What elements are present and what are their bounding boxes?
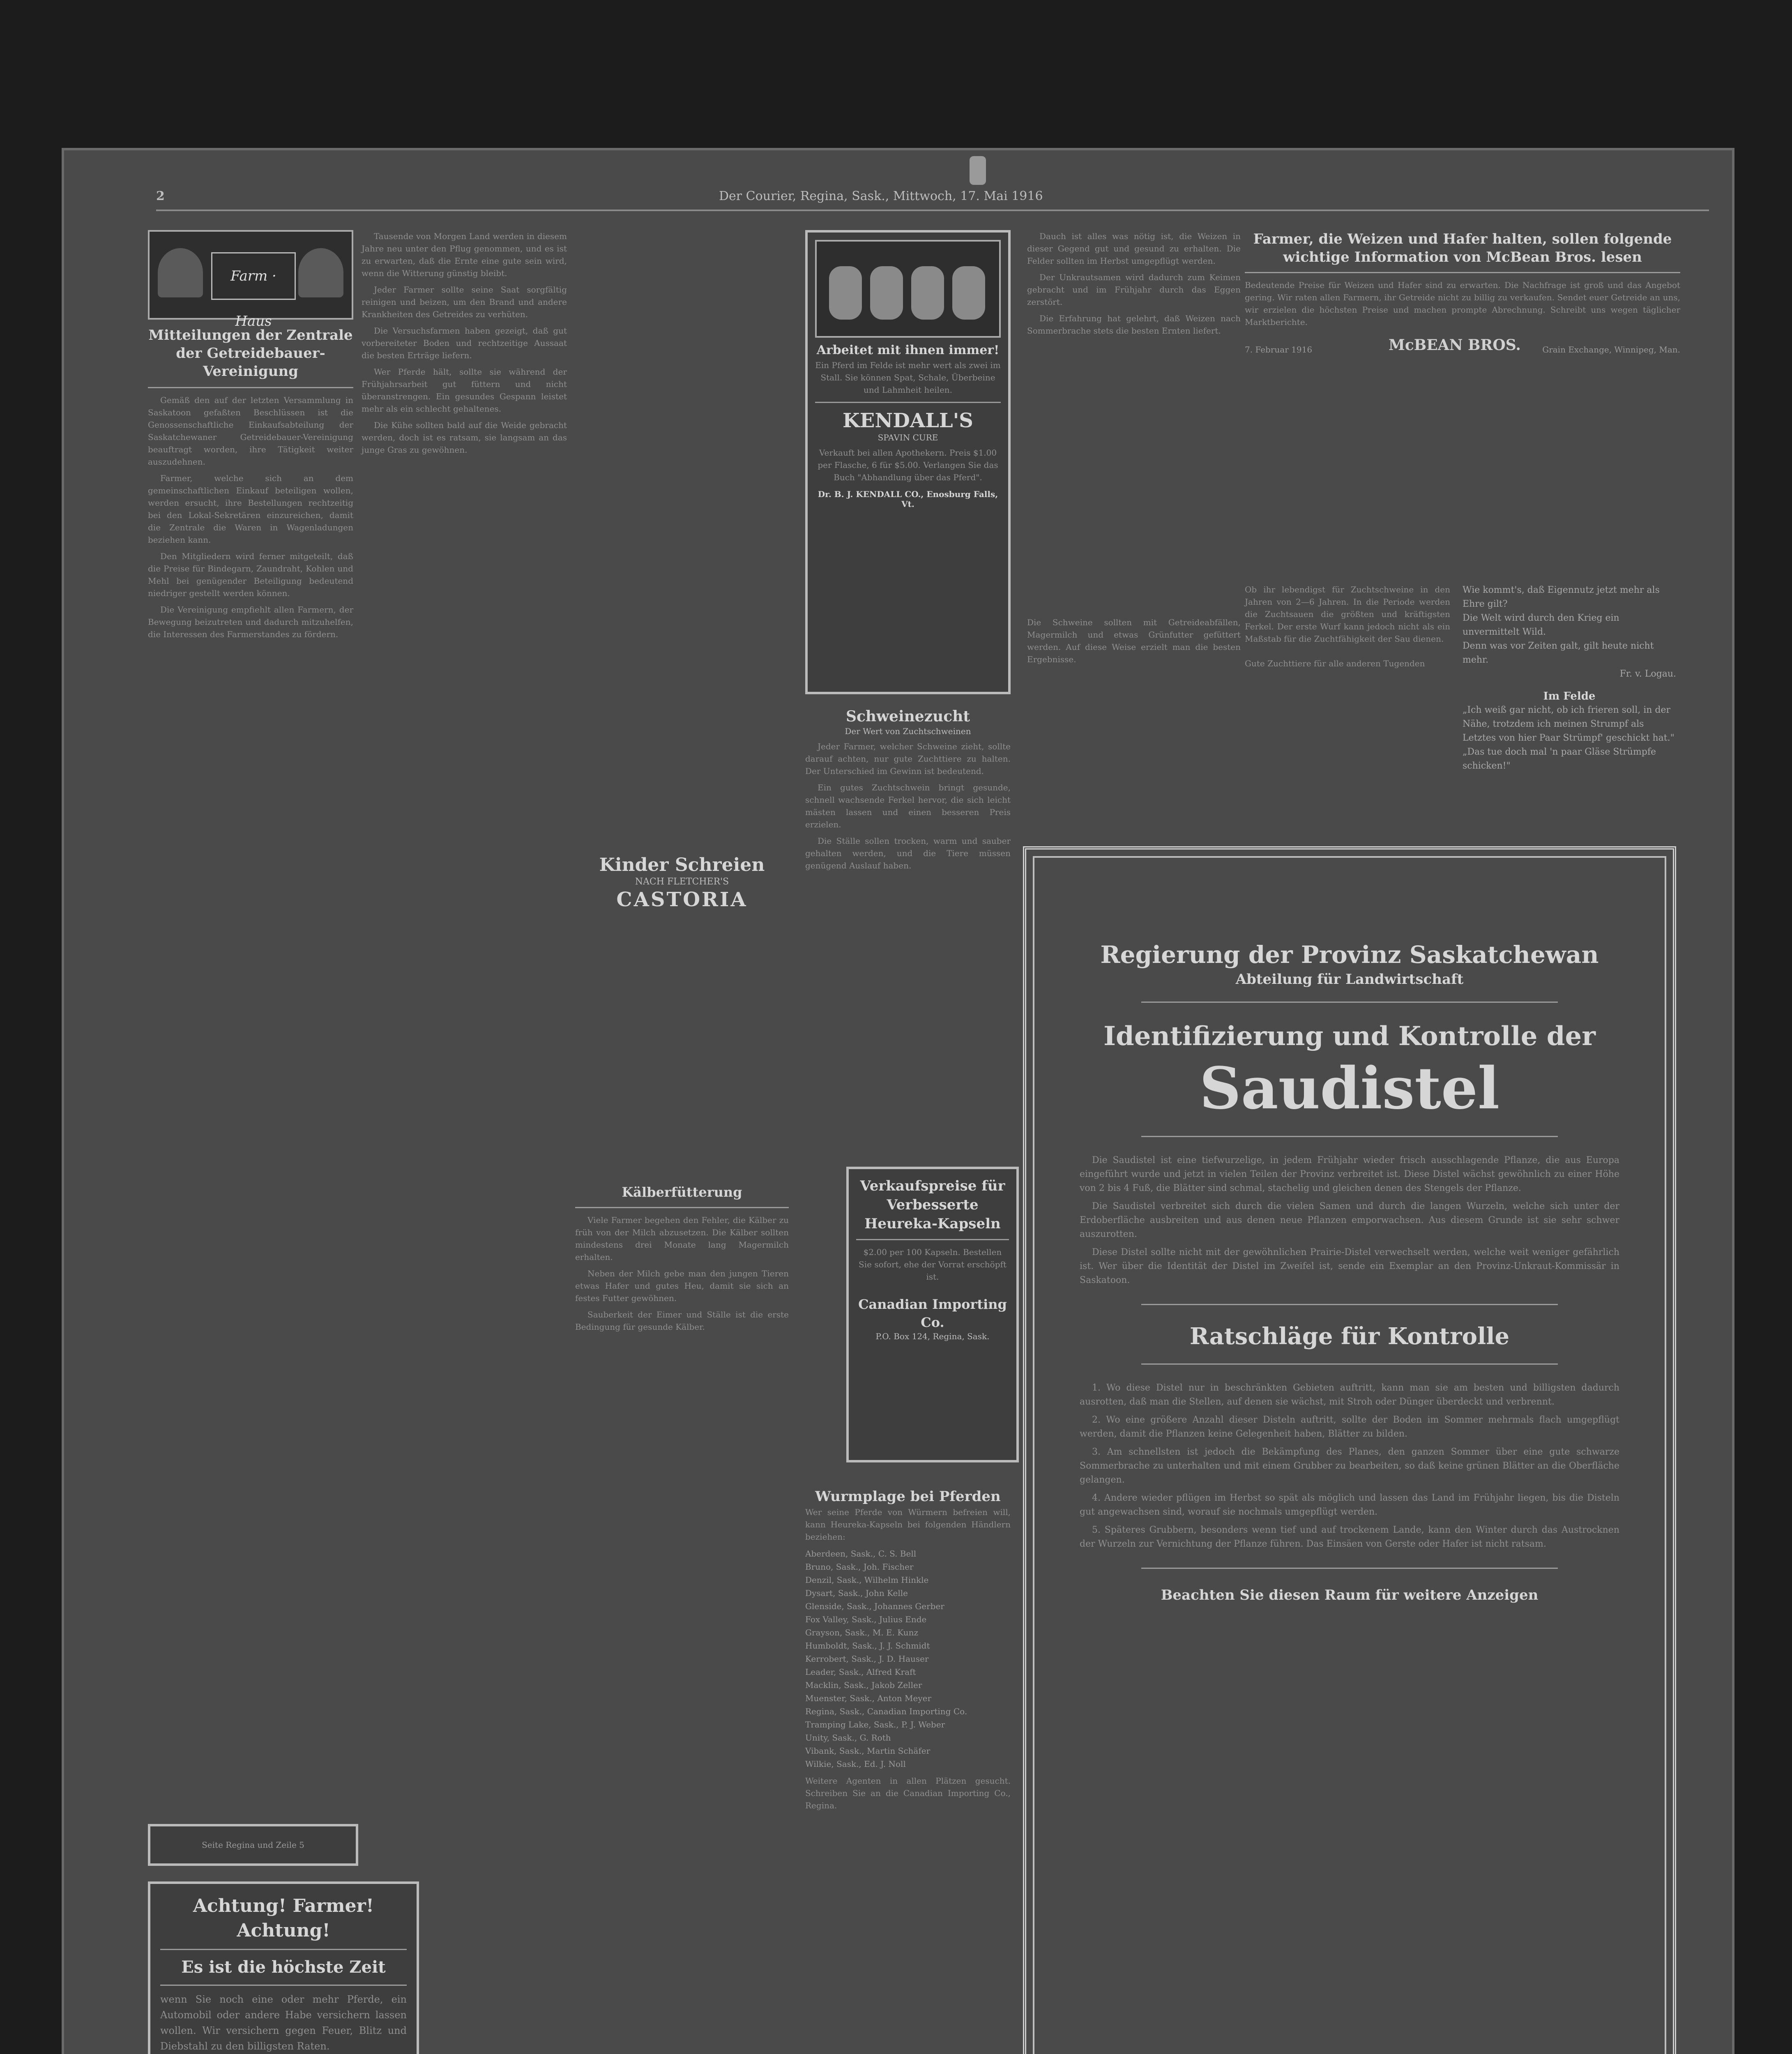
worm-footer: Weitere Agenten in allen Plätzen gesucht. Schreiben Sie an die Canadian Importing Co., Regina. <box>805 1776 1011 1810</box>
gov-footer: Beachten Sie diesen Raum für weitere Anzeigen <box>1161 1587 1539 1603</box>
divider <box>160 1949 407 1950</box>
horse-icon <box>870 266 903 320</box>
list-item: 5. Späteres Grubbern, besonders wenn tief und auf trockenem Lande, kann den Winter durch das Austrocknen der Wurzeln zur Vernichtung der Pflanze führen. Das Einsäen von Gerste oder Hafer ist nicht ratsam. <box>1080 1525 1619 1549</box>
column-2 <box>362 230 567 460</box>
column-2b <box>575 937 789 1337</box>
paragraph: Jeder Farmer sollte seine Saat sorgfältig reinigen und beizen, um den Brand und andere Krankheiten des Getreides zu verhüten. <box>362 285 567 319</box>
capsule-text: $2.00 per 100 Kapseln. Bestellen Sie sofort, ehe der Vorrat erschöpft ist. <box>859 1247 1007 1282</box>
paragraph: Gemäß den auf der letzten Versammlung in Saskatoon gefaßten Beschlüssen ist die Genossenschaftliche Einkaufsabteilung der Saskatchewaner Getreidebauer-Vereinigung beauftragt worden, ihre Tätigkeit weiter auszudehnen. <box>148 395 353 467</box>
tree-illustration-left <box>158 248 203 297</box>
paragraph: Die Saudistel verbreitet sich durch die vielen Samen und durch die langen Wurzeln, welche sich unter der Erdoberfläche ausbreiten und aus denen neue Pflanzen emporwachsen. Aus diesem Grunde ist sie sehr schwer auszurotten. <box>1080 1201 1619 1239</box>
paragraph: Die Versuchsfarmen haben gezeigt, daß gut vorbereiteter Boden und rechtzeitige Aussaat die besten Erträge liefern. <box>362 326 567 360</box>
list-item: Macklin, Sask., Jakob Zeller <box>805 1680 922 1690</box>
paragraph: Dauch ist alles was nötig ist, die Weizen in dieser Gegend gut und gesund zu erhalten. Die Felder sollten im Herbst umgepflügt werden. <box>1027 231 1241 266</box>
list-item: Grayson, Sask., M. E. Kunz <box>805 1628 919 1637</box>
gov-control-heading: Ratschläge für Kontrolle <box>1189 1323 1510 1350</box>
paragraph: Die Ställe sollen trocken, warm und sauber gehalten werden, und die Tiere müssen genügend Auslauf haben. <box>805 836 1011 870</box>
list-item: Muenster, Sask., Anton Meyer <box>805 1693 932 1703</box>
gov-body <box>1080 1154 1619 1287</box>
castoria-line-1: Kinder Schreien <box>599 854 765 875</box>
capsule-address: P.O. Box 124, Regina, Sask. <box>875 1331 990 1341</box>
kendall-ad <box>805 230 1011 694</box>
list-item: Fox Valley, Sask., Julius Ende <box>805 1614 927 1624</box>
paragraph: Sauberkeit der Eimer und Ställe ist die erste Bedingung für gesunde Kälber. <box>575 1310 789 1332</box>
capsule-company: Canadian Importing Co. <box>858 1296 1007 1330</box>
list-item: Kerrobert, Sask., J. D. Hauser <box>805 1654 929 1664</box>
divider <box>1141 1568 1558 1569</box>
castoria-line-3: CASTORIA <box>616 888 748 911</box>
divider <box>1141 1363 1558 1365</box>
horse-caption: Arbeitet mit ihnen immer! <box>816 343 1000 357</box>
paragraph: Ein gutes Zuchtschwein bringt gesunde, schnell wachsende Ferkel hervor, die sich leicht mästen lassen und einen besseren Preis erzielen. <box>805 783 1011 829</box>
column-4 <box>1027 230 1241 341</box>
paragraph: Neben der Milch gebe man den jungen Tieren etwas Hafer und gutes Heu, damit sie sich an festes Futter gewöhnen. <box>575 1269 789 1303</box>
paragraph: Tausende von Morgen Land werden in diesem Jahre neu unter den Pflug genommen, und es ist zu erwarten, daß die Ernte eine gute sein wird, wenn die Witterung günstig bleibt. <box>362 231 567 278</box>
list-item: Regina, Sask., Canadian Importing Co. <box>805 1706 967 1716</box>
divider <box>1245 272 1680 273</box>
gov-control-list <box>1080 1381 1619 1551</box>
gov-title: Regierung der Provinz Saskatchewan <box>1100 941 1599 969</box>
mcbean-ad <box>1245 230 1680 361</box>
feed-heading: Kälberfütterung <box>622 1184 742 1200</box>
dealer-list <box>805 1547 1011 1771</box>
insurance-ad-heading: Achtung! Farmer! Achtung! <box>193 1895 374 1941</box>
worm-article <box>805 1487 1011 1812</box>
list-item: Tramping Lake, Sask., P. J. Weber <box>805 1720 945 1729</box>
pig-heading: Schweinezucht <box>845 708 970 725</box>
horses-illustration <box>815 240 1001 338</box>
government-ad-inner <box>1033 856 1666 2054</box>
government-ad <box>1023 846 1676 2054</box>
pig-subheading: Der Wert von Zuchtschweinen <box>845 726 971 736</box>
worm-heading: Wurmplage bei Pferden <box>815 1488 1001 1505</box>
list-item: Wilkie, Sask., Ed. J. Noll <box>805 1759 906 1769</box>
column-1 <box>148 230 353 645</box>
divider <box>1141 1304 1558 1305</box>
mcbean-company: McBEAN BROS. <box>1389 336 1521 354</box>
divider <box>856 1239 1009 1240</box>
poem-left-text: Ob ihr lebendigst für Zuchtschweine in den Jahren von 2—6 Jahren. In die Periode werden die Zuchtsauen die größten und kräftigsten Ferkel. Der erste Wurf kann jedoch nicht als ein Maßstab für die Zuchtfähigkeit der Sau dienen. <box>1245 585 1450 644</box>
list-item: Vibank, Sask., Martin Schäfer <box>805 1746 931 1756</box>
list-item: Aberdeen, Sask., C. S. Bell <box>805 1549 917 1559</box>
poem-line: Wie kommt's, daß Eigennutz jetzt mehr als Ehre gilt? <box>1463 585 1660 609</box>
col4-bottom: Die Schweine sollten mit Getreideabfällen, Magermilch und etwas Grünfutter gefüttert werden. Auf diese Weise erzielt man die besten Ergebnisse. <box>1027 617 1241 664</box>
horse-text: Ein Pferd im Felde ist mehr wert als zwei im Stall. Sie können Spat, Schale, Überbeine und Lahmheit heilen. <box>815 360 1001 395</box>
insurance-ad <box>148 1881 419 2054</box>
paragraph: Viele Farmer begehen den Fehler, die Kälber zu früh von der Milch abzusetzen. Die Kälber sollten mindestens drei Monate lang Magermilch erhalten. <box>575 1215 789 1262</box>
divider <box>1141 1002 1558 1003</box>
field-line: „Ich weiß gar nicht, ob ich frieren soll, in der Nähe, trotzdem ich meinen Strumpf als Letztes von hier Paar Strümpf' geschickt hat." <box>1463 705 1675 743</box>
capsule-ad <box>846 1167 1019 1462</box>
worm-text: Wer seine Pferde von Würmern befreien will, kann Heureka-Kapseln bei folgenden Händlern beziehen: <box>805 1507 1011 1542</box>
poem-author: Fr. v. Logau. <box>1619 669 1676 679</box>
divider <box>1141 1136 1558 1137</box>
divider <box>148 387 353 388</box>
divider <box>575 1207 789 1208</box>
paragraph: Den Mitgliedern wird ferner mitgeteilt, daß die Preise für Bindegarn, Zaundraht, Kohlen und Mehl bei genügender Beteiligung bedeutend niedriger gestellt werden können. <box>148 551 353 598</box>
poem-line: Denn was vor Zeiten galt, gilt heute nicht mehr. <box>1463 641 1654 665</box>
list-item: 1. Wo diese Distel nur in beschränkten Gebieten auftritt, kann man sie am besten und billigsten dadurch ausrotten, daß man die Stellen, auf denen sie wächst, mit Stroh oder Dünger überdeckt und verbrennt. <box>1080 1383 1619 1407</box>
paragraph: Der Unkrautsamen wird dadurch zum Keimen gebracht und im Frühjahr durch das Eggen zerstört. <box>1027 272 1241 307</box>
paragraph: Wer Pferde hält, sollte sie während der Frühjahrsarbeit gut füttern und nicht überanstrengen. Ein gesundes Gespann leistet mehr als ein schlecht gehaltenes. <box>362 367 567 414</box>
field-heading: Im Felde <box>1543 690 1596 702</box>
feed-article <box>575 1214 789 1333</box>
col2-article <box>362 230 567 456</box>
poem-right <box>1463 583 1676 773</box>
farm-haus-banner <box>148 230 353 329</box>
box-regina-5: Seite Regina und Zeile 5 <box>148 1824 358 1866</box>
paragraph: Diese Distel sollte nicht mit der gewöhnlichen Prairie-Distel verwechselt werden, welche weit weniger gefährlich ist. Wer über die Identität der Distel im Zweifel ist, sende ein Exemplar an den Provinz-Unkraut-Kommissär in Saskatoon. <box>1080 1247 1619 1285</box>
divider <box>815 402 1001 403</box>
mcbean-heading: Farmer, die Weizen und Hafer halten, sollen folgende wichtige Information von McBean Bros. lesen <box>1253 231 1672 265</box>
binder-clip <box>970 156 986 185</box>
castoria-ad <box>575 854 789 911</box>
mcbean-date: 7. Februar 1916 <box>1245 345 1313 355</box>
list-item: Denzil, Sask., Wilhelm Hinkle <box>805 1575 929 1585</box>
pig-body <box>805 740 1011 872</box>
poem-left <box>1245 583 1450 670</box>
list-item: Unity, Sask., G. Roth <box>805 1733 891 1743</box>
gov-big-word: Saudistel <box>1199 1055 1500 1122</box>
list-item: Humboldt, Sask., J. J. Schmidt <box>805 1641 930 1651</box>
mcbean-footer <box>1245 336 1680 361</box>
horse-icon <box>829 266 862 320</box>
poem-left-footer: Gute Zuchttiere für alle anderen Tugenden <box>1245 659 1425 668</box>
castoria-line-2: NACH FLETCHER'S <box>635 877 729 887</box>
gov-department: Abteilung für Landwirtschaft <box>1235 971 1464 988</box>
list-item: Bruno, Sask., Joh. Fischer <box>805 1562 914 1572</box>
kendall-company: Dr. B. J. KENDALL CO., Enosburg Falls, Vt. <box>818 489 998 509</box>
mcbean-address: Grain Exchange, Winnipeg, Man. <box>1542 345 1680 355</box>
field-line: „Das tue doch mal 'n paar Gläse Strümpfe schicken!" <box>1463 747 1656 771</box>
horse-icon <box>911 266 944 320</box>
kendall-subtitle: SPAVIN CURE <box>878 433 938 442</box>
poem-line: Die Welt wird durch den Krieg ein unvermittelt Wild. <box>1463 613 1619 637</box>
col4-article <box>1027 230 1241 337</box>
page-number: 2 <box>156 189 165 203</box>
col1-heading: Mitteilungen der Zentrale der Getreidebauer-Vereinigung <box>148 327 353 380</box>
list-item: 2. Wo eine größere Anzahl dieser Disteln auftritt, sollte der Boden im Sommer mehrmals flach umgepflügt werden, damit die Pflanzen keine Gelegenheit haben, Blätter zu bilden. <box>1080 1415 1619 1439</box>
page-header <box>156 185 1709 211</box>
list-item: Dysart, Sask., John Kelle <box>805 1588 908 1598</box>
paragraph: Farmer, welche sich an dem gemeinschaftlichen Einkauf beteiligen wollen, werden ersucht, ihre Bestellungen rechtzeitig bei den Lokal-Sekretären einzureichen, damit die Zentrale die Waren in Wagenladungen beziehen kann. <box>148 473 353 545</box>
mcbean-text: Bedeutende Preise für Weizen und Hafer sind zu erwarten. Die Nachfrage ist groß und das Angebot gering. Wir raten allen Farmern, ihr Getreide nicht zu billig zu verkaufen. Sendet euer Getreide an uns, wir erzielen die höchsten Preise und machen prompte Abrechnung. Schreibt uns wegen täglicher Marktberichte. <box>1245 280 1680 327</box>
tree-illustration-right <box>298 248 343 297</box>
divider <box>160 1985 407 1986</box>
capsule-heading: Verkaufspreise für Verbesserte Heureka-Kapseln <box>860 1178 1005 1232</box>
paragraph: Die Saudistel ist eine tiefwurzelige, in jedem Frühjahr wieder frisch ausschlagende Pflanze, die aus Europa eingeführt wurde und jetzt in vielen Teilen der Provinz verbreitet ist. Diese Distel wächst gewöhnlich zu einer Höhe von 2 bis 4 Fuß, die Blätter sind schmal, stachelig und gleichen denen des Stengels der Pflanze. <box>1080 1155 1619 1193</box>
paragraph: Jeder Farmer, welcher Schweine zieht, sollte darauf achten, nur gute Zuchttiere zu halten. Der Unterschied im Gewinn ist bedeutend. <box>805 741 1011 776</box>
list-item: Leader, Sask., Alfred Kraft <box>805 1667 916 1677</box>
masthead: Der Courier, Regina, Sask., Mittwoch, 17. Mai 1916 <box>719 189 1043 203</box>
list-item: Glenside, Sask., Johannes Gerber <box>805 1601 944 1611</box>
insurance-ad-subheading: Es ist die höchste Zeit <box>181 1957 386 1977</box>
gov-headline: Identifizierung und Kontrolle der <box>1103 1021 1596 1052</box>
insurance-ad-text: wenn Sie noch eine oder mehr Pferde, ein Automobil oder andere Habe versichern lassen wollen. Wir versichern gegen Feuer, Blitz und Diebstahl zu den billigsten Raten. <box>160 1994 407 2052</box>
paragraph: Die Erfahrung hat gelehrt, daß Weizen nach Sommerbrache stets die besten Ernten liefert. <box>1027 313 1241 336</box>
pig-article <box>805 707 1011 876</box>
paragraph: Die Kühe sollten bald auf die Weide gebracht werden, doch ist es ratsam, sie langsam an das junge Gras zu gewöhnen. <box>362 420 567 455</box>
horse-icon <box>952 266 985 320</box>
paragraph: Die Vereinigung empfiehlt allen Farmern, der Bewegung beizutreten und dadurch mitzuhelfen, die Interessen des Farmerstandes zu fördern. <box>148 605 353 639</box>
kendall-text: Verkauft bei allen Apothekern. Preis $1.00 per Flasche, 6 für $5.00. Verlangen Sie das Buch "Abhandlung über das Pferd". <box>818 448 998 482</box>
banner-label: Farm · Haus <box>211 252 296 300</box>
list-item: 4. Andere wieder pflügen im Herbst so spät als möglich und lassen das Land im Frühjahr liegen, bis die Disteln gut angewachsen sind, worauf sie nochmals umgepflügt werden. <box>1080 1493 1619 1517</box>
col1-article <box>148 394 353 640</box>
list-item: 3. Am schnellsten ist jedoch die Bekämpfung des Planes, den ganzen Sommer über eine gute schwarze Sommerbrache zu unterhalten und mit einem Grubber zu bearbeiten, so daß keine grünen Blätter an die Oberfläche gelangen. <box>1080 1447 1619 1485</box>
kendall-title: KENDALL'S <box>843 409 973 432</box>
